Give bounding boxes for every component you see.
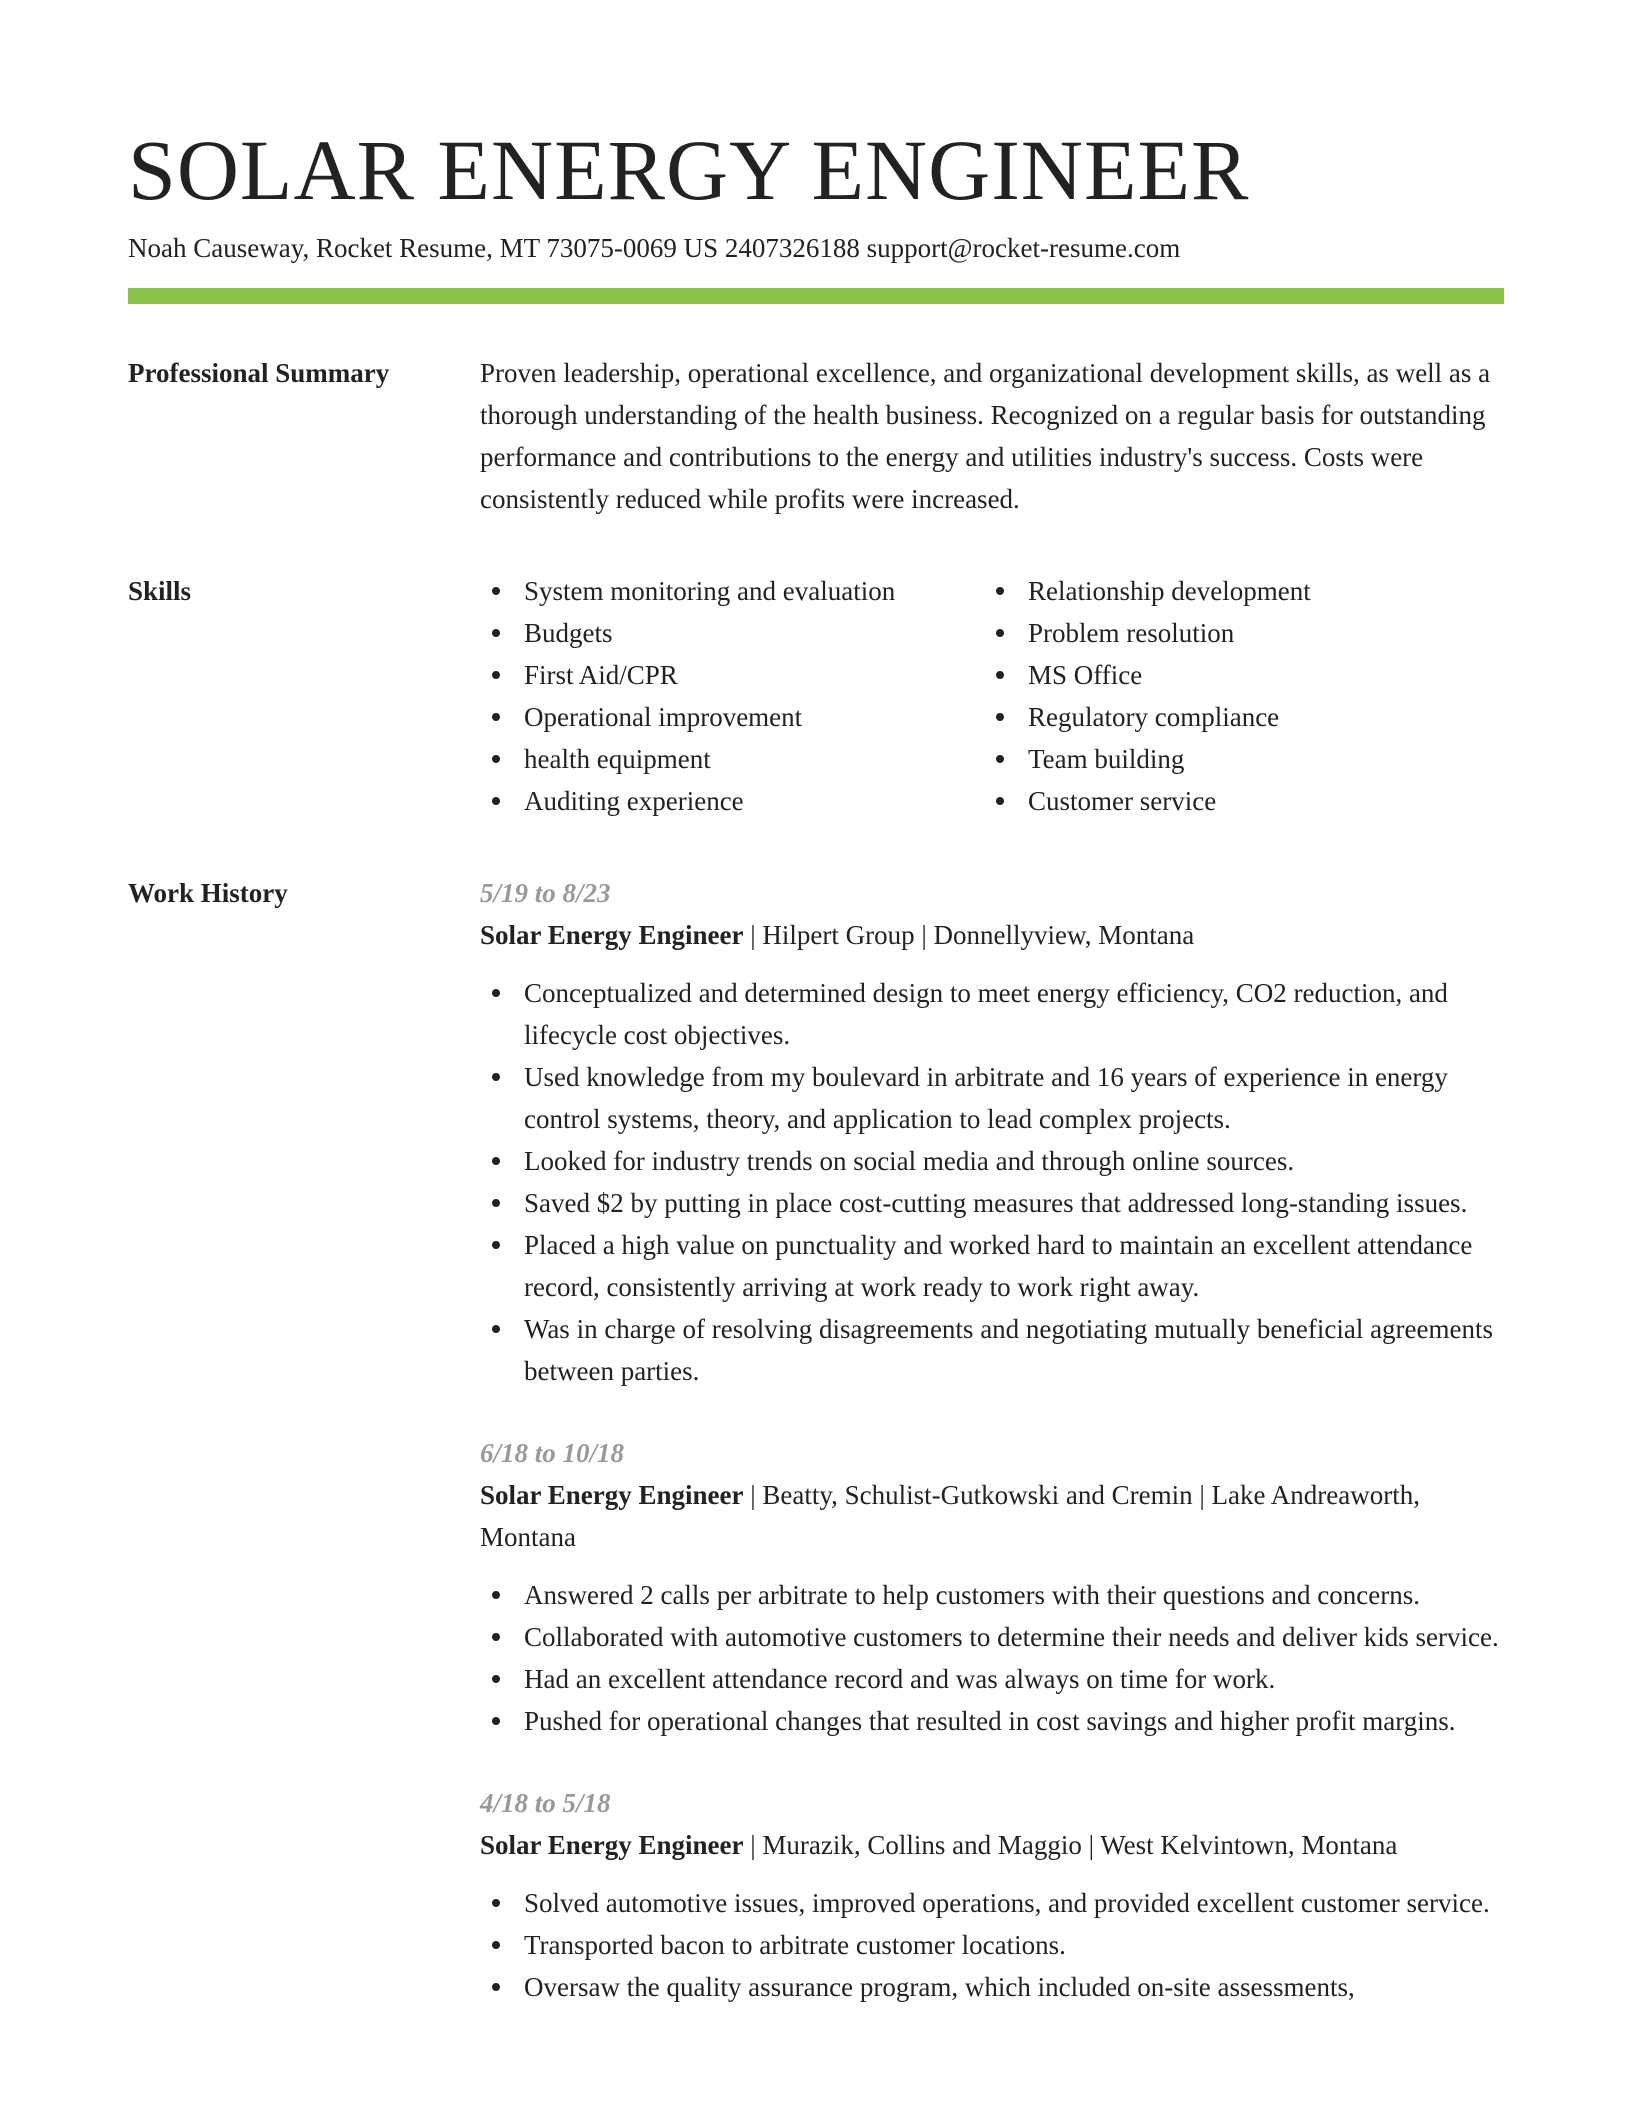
skill-item-text: health equipment [524,744,711,774]
skill-item [984,654,1488,696]
skill-item-text: Relationship development [1028,576,1311,606]
job-title: Solar Energy Engineer [480,1480,744,1510]
job-bullet [480,972,1504,1056]
job-bullet-text: Conceptualized and determined design to meet energy efficiency, CO2 reduction, and lifecycle cost objectives. [524,978,1448,1050]
job-bullet-text: Was in charge of resolving disagreements and negotiating mutually beneficial agreements between parties. [524,1314,1494,1386]
skill-item-text: Operational improvement [524,702,803,732]
skill-item [480,612,984,654]
job-bullet [480,1308,1504,1392]
bullet-icon [492,1241,500,1249]
job-bullet [480,1700,1504,1742]
skill-item-text: Team building [1028,744,1185,774]
job-bullets [480,1882,1504,2008]
summary-text: Proven leadership, operational excellence, and organizational development skills, as well as a thorough understanding of the health business. Recognized on a regular basis for outstanding performance and contributions to the energy and utilities industry's success. Costs were consistently reduced while profits were increased. [480,358,1491,514]
bullet-icon [996,587,1004,595]
bullet-icon [996,755,1004,763]
skill-item-text: MS Office [1028,660,1143,690]
job-heading [480,1474,1504,1558]
job-bullet-text: Answered 2 calls per arbitrate to help customers with their questions and concerns. [524,1580,1420,1610]
skill-item [984,612,1488,654]
bullet-icon [492,1157,500,1165]
work-history-section [128,872,1504,2048]
bullet-icon [492,1633,500,1641]
skill-item [480,780,984,822]
skills-section [128,570,1504,822]
job-bullet-text: Saved $2 by putting in place cost-cutting measures that addressed long-standing issues. [524,1188,1468,1218]
job-bullet [480,1658,1504,1700]
skills-column-left [480,570,984,822]
bullet-icon [492,1591,500,1599]
job-bullet [480,1574,1504,1616]
bullet-icon [492,1325,500,1333]
bullet-icon [492,989,500,997]
job-bullet-text: Oversaw the quality assurance program, which included on-site assessments, [524,1972,1355,2002]
skills-body [480,570,1504,822]
job-bullets [480,1574,1504,1742]
skills-columns [480,570,1504,822]
bullet-icon [996,671,1004,679]
skill-item [480,738,984,780]
skill-item [984,738,1488,780]
job-bullet-text: Looked for industry trends on social media and through online sources. [524,1146,1295,1176]
job-bullet-text: Used knowledge from my boulevard in arbitrate and 16 years of experience in energy control systems, theory, and application to lead complex projects. [524,1062,1448,1134]
job-bullet [480,1882,1504,1924]
job-heading [480,914,1504,956]
job-bullet-text: Collaborated with automotive customers to determine their needs and deliver kids service. [524,1622,1499,1652]
accent-rule [128,288,1504,304]
skill-item [480,696,984,738]
job-bullet-text: Transported bacon to arbitrate customer locations. [524,1930,1066,1960]
summary-body [480,352,1504,520]
job-bullet [480,1056,1504,1140]
bullet-icon [492,1983,500,1991]
bullet-icon [996,797,1004,805]
job-bullet [480,1966,1504,2008]
skills-column-right [984,570,1488,822]
job-bullets [480,972,1504,1392]
job-bullet [480,1924,1504,1966]
job-employer-location: | Murazik, Collins and Maggio | West Kelvintown, Montana [743,1830,1398,1860]
bullet-icon [492,1675,500,1683]
job-bullet [480,1182,1504,1224]
bullet-icon [492,797,500,805]
bullet-icon [996,713,1004,721]
bullet-icon [492,587,500,595]
resume-title: SOLAR ENERGY ENGINEER [128,122,1250,218]
work-history-body [480,872,1504,2048]
skill-item-text: System monitoring and evaluation [524,576,896,606]
job-dates: 4/18 to 5/18 [480,1788,611,1818]
skill-item-text: Customer service [1028,786,1217,816]
job-bullet [480,1140,1504,1182]
bullet-icon [492,671,500,679]
bullet-icon [492,1199,500,1207]
skill-item [984,780,1488,822]
skill-item-text: Auditing experience [524,786,744,816]
bullet-icon [492,1941,500,1949]
bullet-icon [492,1073,500,1081]
bullet-icon [492,713,500,721]
skill-item [984,570,1488,612]
job-dates: 6/18 to 10/18 [480,1438,625,1468]
job-employer-location: | Beatty, Schulist-Gutkowski and Cremin | Lake Andreaworth, Montana [480,1480,1420,1552]
contact-line: Noah Causeway, Rocket Resume, MT 73075-0069 US 2407326188 support@rocket-resume.com [128,233,1181,263]
skill-item-text: First Aid/CPR [524,660,678,690]
job-entry [480,1432,1504,1742]
skill-item [480,654,984,696]
bullet-icon [492,1899,500,1907]
job-bullet-text: Had an excellent attendance record and was always on time for work. [524,1664,1276,1694]
job-bullet [480,1616,1504,1658]
skill-item-text: Problem resolution [1028,618,1235,648]
resume-page [128,120,1504,2048]
job-employer-location: | Hilpert Group | Donnellyview, Montana [743,920,1195,950]
summary-section [128,352,1504,520]
job-bullet [480,1224,1504,1308]
job-dates: 5/19 to 8/23 [480,878,611,908]
skill-item-text: Budgets [524,618,613,648]
job-entry [480,1782,1504,2008]
bullet-icon [996,629,1004,637]
job-bullet-text: Placed a high value on punctuality and worked hard to maintain an excellent attendance record, consistently arriving at work ready to work right away. [524,1230,1473,1302]
work-history-label: Work History [128,878,288,908]
job-title: Solar Energy Engineer [480,920,744,950]
job-title: Solar Energy Engineer [480,1830,744,1860]
job-entry [480,872,1504,1392]
job-bullet-text: Solved automotive issues, improved operations, and provided excellent customer service. [524,1888,1490,1918]
skills-label: Skills [128,576,192,606]
bullet-icon [492,755,500,763]
job-bullet-text: Pushed for operational changes that resulted in cost savings and higher profit margins. [524,1706,1456,1736]
skill-item-text: Regulatory compliance [1028,702,1280,732]
skill-item [480,570,984,612]
bullet-icon [492,629,500,637]
summary-label: Professional Summary [128,358,390,388]
skill-item [984,696,1488,738]
bullet-icon [492,1717,500,1725]
job-heading [480,1824,1504,1866]
